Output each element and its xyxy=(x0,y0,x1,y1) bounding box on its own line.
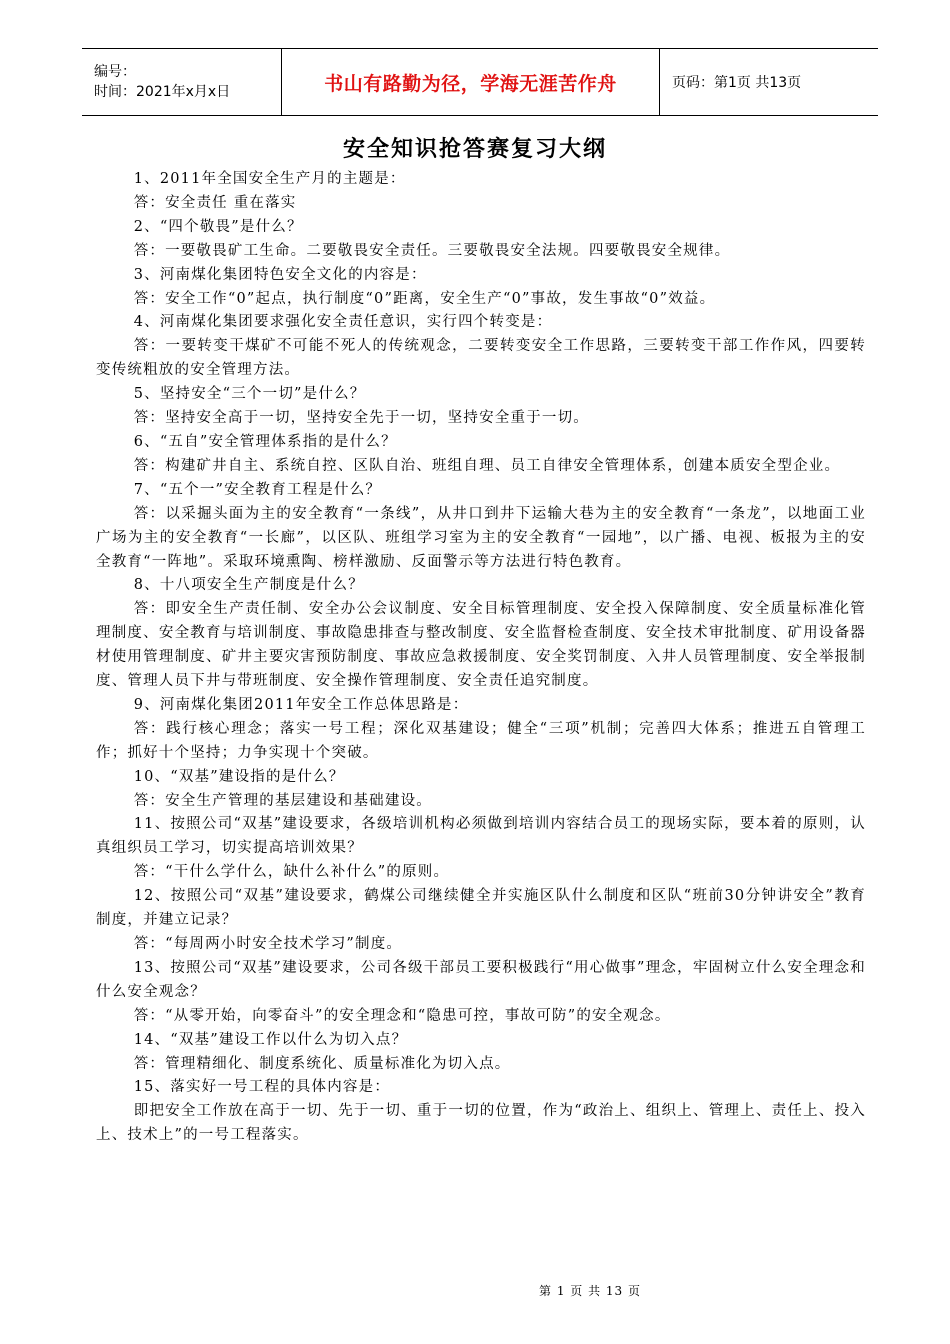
document-header xyxy=(82,48,878,116)
header-meta xyxy=(82,49,282,115)
paragraph: 6、“五自”安全管理体系指的是什么？ xyxy=(133,433,397,450)
paragraph: 答：即安全生产责任制、安全办公会议制度、安全目标管理制度、安全投入保障制度、安全质量标准化管理制度、安全教育与培训制度、事故隐患排查与整改制度、安全监督检查制度、安全技术审批制度、矿用设备器材使用管理制度、矿井主要灾害预防制度、事故应急救援制度、安全奖罚制度、入井人员管理制度、安全举报制度、管理人员下井与带班制度、安全操作管理制度、安全责任追究制度。 xyxy=(96,601,866,690)
page-footer: 第 1 页 共 13 页 xyxy=(539,1284,641,1298)
paragraph: 答：一要敬畏矿工生命。二要敬畏安全责任。三要敬畏安全法规。四要敬畏安全规律。 xyxy=(133,242,731,259)
document-title: 安全知识抢答赛复习大纲 xyxy=(342,137,607,162)
paragraph: 11、按照公司“双基”建设要求，各级培训机构必须做到培训内容结合员工的现场实际，要本着的原则，认真组织员工学习，切实提高培训效果？ xyxy=(96,816,866,857)
header-motto xyxy=(282,49,660,115)
paragraph: 14、“双基”建设工作以什么为切入点？ xyxy=(133,1031,408,1048)
paragraph: 答：管理精细化、制度系统化、质量标准化为切入点。 xyxy=(133,1055,511,1072)
paragraph: 答：践行核心理念；落实一号工程；深化双基建设；健全“三项”机制；完善四大体系；推进五自管理工作；抓好十个坚持；力争实现十个突破。 xyxy=(96,720,866,761)
document-body xyxy=(96,168,866,1148)
paragraph: 4、河南煤化集团要求强化安全责任意识，实行四个转变是： xyxy=(133,314,553,331)
paragraph: 10、“双基”建设指的是什么？ xyxy=(133,768,345,785)
paragraph: 答：以采掘头面为主的安全教育“一条线”，从井口到井下运输大巷为主的安全教育“一条龙”，以地面工业广场为主的安全教育“一长廊”，以区队、班组学习室为主的安全教育“一园地”，以广播、电视、板报为主的安全教育“一阵地”。采取环境熏陶、榜样激励、反面警示等方法进行特色教育。 xyxy=(96,505,866,570)
paragraph: 答：一要转变干煤矿不可能不死人的传统观念，二要转变安全工作思路，三要转变干部工作作风，四要转变传统粗放的安全管理方法。 xyxy=(96,338,866,379)
paragraph: 即把安全工作放在高于一切、先于一切、重于一切的位置，作为“政治上、组织上、管理上、责任上、投入上、技术上”的一号工程落实。 xyxy=(96,1103,866,1144)
paragraph: 13、按照公司“双基”建设要求，公司各级干部员工要积极践行“用心做事”理念，牢固树立什么安全理念和什么安全观念？ xyxy=(96,959,866,1000)
page-label: 页码：第1页 共13页 xyxy=(672,75,802,91)
header-page xyxy=(660,49,878,115)
paragraph: 答：安全生产管理的基层建设和基础建设。 xyxy=(133,792,432,809)
paragraph: 答：“干什么学什么，缺什么补什么”的原则。 xyxy=(133,864,450,881)
paragraph: 答：“从零开始，向零奋斗”的安全理念和“隐患可控，事故可防”的安全观念。 xyxy=(133,1007,671,1024)
paragraph: 3、河南煤化集团特色安全文化的内容是： xyxy=(133,266,427,283)
paragraph: 答：坚持安全高于一切，坚持安全先于一切，坚持安全重于一切。 xyxy=(133,410,589,427)
paragraph: 答：构建矿井自主、系统自控、区队自治、班组自理、员工自律安全管理体系，创建本质安全型企业。 xyxy=(133,457,841,474)
paragraph: 15、落实好一号工程的具体内容是： xyxy=(133,1079,391,1096)
paragraph: 8、十八项安全生产制度是什么？ xyxy=(133,577,364,594)
paragraph: 1、2011年全国安全生产月的主题是： xyxy=(133,171,406,187)
paragraph: 2、“四个敬畏”是什么？ xyxy=(133,218,303,235)
paragraph: 答：“每周两小时安全技术学习”制度。 xyxy=(133,936,403,952)
paragraph: 7、“五个一”安全教育工程是什么？ xyxy=(133,481,382,498)
paragraph: 答：安全工作“0”起点，执行制度“0”距离，安全生产“0”事故，发生事故“0”效益。 xyxy=(133,290,716,307)
paragraph: 12、按照公司“双基”建设要求，鹤煤公司继续健全并实施区队什么制度和区队“班前30分钟讲安全”教育制度，并建立记录？ xyxy=(96,888,866,929)
paragraph: 5、坚持安全“三个一切”是什么？ xyxy=(133,386,366,403)
time-label: 时间：2021年x月x日 xyxy=(94,84,231,100)
number-label: 编号： xyxy=(94,64,136,80)
paragraph: 答：安全责任 重在落实 xyxy=(133,194,297,211)
motto-text: 书山有路勤为径，学海无涯苦作舟 xyxy=(324,72,617,95)
paragraph: 9、河南煤化集团2011年安全工作总体思路是： xyxy=(133,696,469,713)
